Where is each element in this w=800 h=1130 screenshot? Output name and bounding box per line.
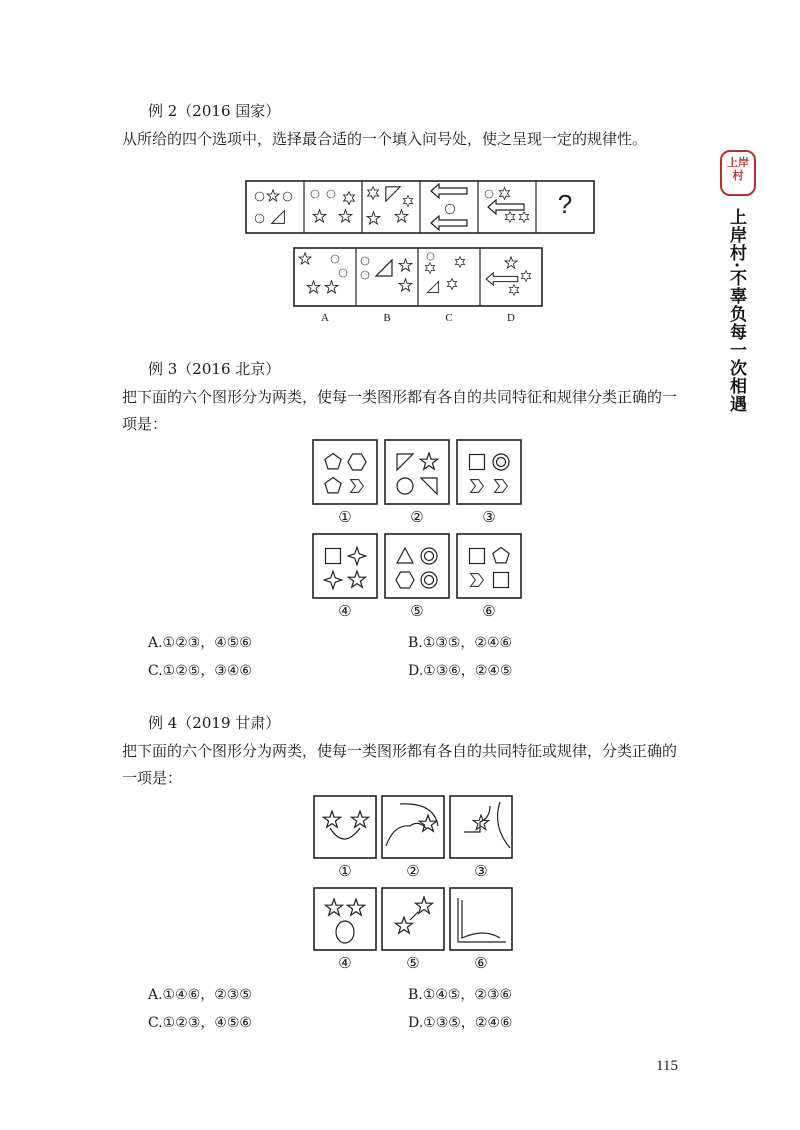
example4-title: 例 4（2019 甘肃） [148, 714, 281, 732]
ex4-label-5: ⑤ [406, 954, 420, 972]
ex3-option-c: C.①②⑤，③④⑥ [148, 663, 252, 679]
example2-options [294, 248, 544, 306]
ex3-label-2: ② [410, 508, 424, 526]
ex4-label-4: ④ [338, 954, 352, 972]
example2-question: 从所给的四个选项中，选择最合适的一个填入问号处，使之呈现一定的规律性。 [122, 130, 648, 148]
ex3-label-6: ⑥ [482, 602, 496, 620]
page-number: 115 [656, 1058, 678, 1074]
option-label-c: C [445, 312, 453, 324]
ex3-option-a: A.①②③，④⑤⑥ [148, 635, 252, 651]
option-label-a: A [321, 312, 329, 324]
ex3-label-5: ⑤ [410, 602, 424, 620]
example3-question: 把下面的六个图形分为两类，使每一类图形都有各自的共同特征和规律分类正确的一项是： [122, 388, 678, 433]
example3-figures [313, 440, 545, 620]
ex4-label-2: ② [406, 862, 420, 880]
example2-title: 例 2（2016 国家） [148, 102, 281, 120]
ex3-option-b: B.①③⑤，②④⑥ [408, 635, 513, 651]
seal-text: 上岸村 [727, 156, 749, 182]
ex4-label-6: ⑥ [474, 954, 488, 972]
ex4-option-d: D.①③⑤，②④⑥ [408, 1015, 513, 1031]
options-frame [294, 248, 544, 306]
ex3-label-1: ① [338, 508, 352, 526]
side-seal [720, 150, 756, 196]
ex4-label-3: ③ [474, 862, 488, 880]
ex4-option-a: A.①④⑥，②③⑤ [148, 987, 252, 1003]
option-label-d: D [507, 312, 515, 324]
ex4-option-b: B.①④⑤，②③⑥ [408, 987, 513, 1003]
ex3-label-3: ③ [482, 508, 496, 526]
question-mark: ? [557, 189, 573, 219]
side-slogan: 上岸村·不辜负每一次相遇 [726, 208, 746, 413]
ex3-option-d: D.①③⑥，②④⑤ [408, 663, 513, 679]
ex4-option-c: C.①②③，④⑤⑥ [148, 1015, 252, 1031]
option-label-b: B [383, 312, 391, 324]
example3-title: 例 3（2016 北京） [148, 360, 281, 378]
example4-question: 把下面的六个图形分为两类，使每一类图形都有各自的共同特征或规律，分类正确的一项是： [122, 742, 678, 787]
example2-sequence [246, 181, 596, 233]
ex3-label-4: ④ [338, 602, 352, 620]
ex4-label-1: ① [338, 862, 352, 880]
